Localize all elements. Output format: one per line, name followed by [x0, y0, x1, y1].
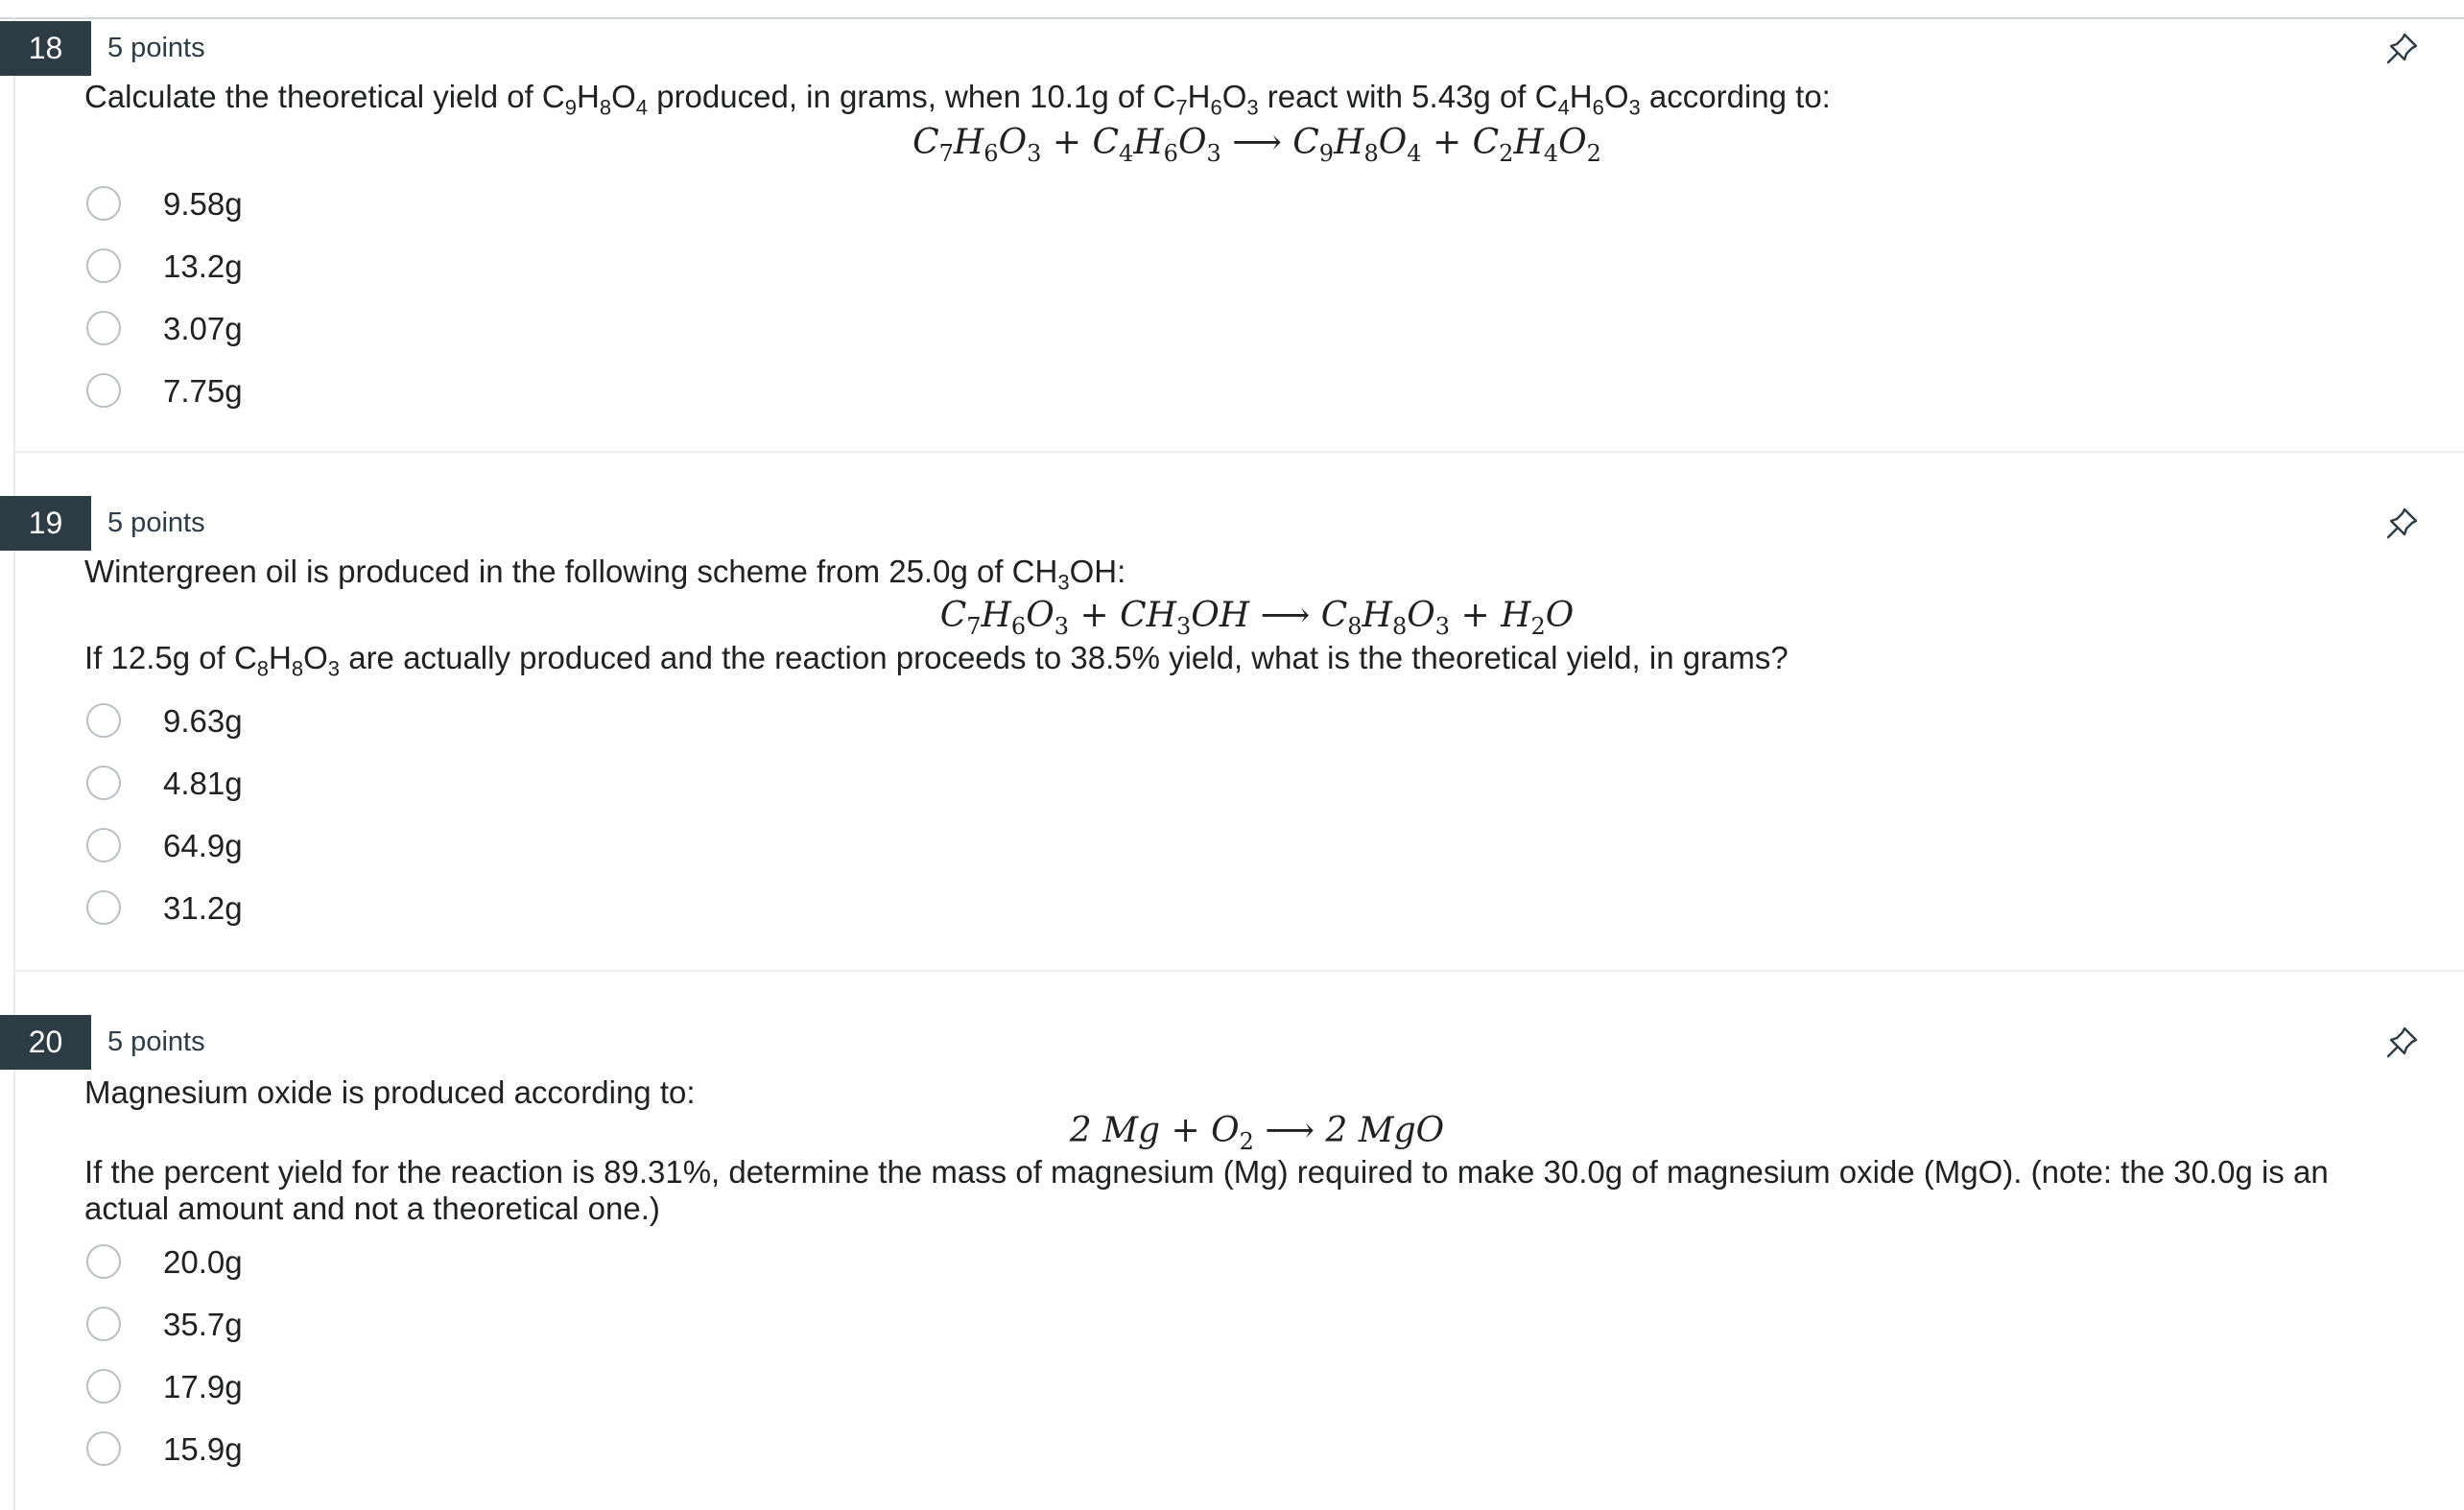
radio-button[interactable]: [86, 1369, 121, 1404]
answer-label: 31.2g: [163, 890, 243, 926]
question-prompt: Calculate the theoretical yield of $C_9H_8O_4$ produced, in grams, when 10.1g of $C_7H_6O_3$ react with 5.43g of $C_4H_6O_3$ according to:: [84, 79, 1831, 120]
question-19: [0, 496, 2464, 970]
radio-button[interactable]: [86, 1307, 121, 1341]
question-divider: [13, 970, 2464, 972]
radio-button[interactable]: [86, 703, 121, 738]
question-number: 20: [0, 1015, 91, 1070]
answer-label: 9.58g: [163, 186, 243, 222]
radio-button[interactable]: [86, 828, 121, 862]
radio-button[interactable]: [86, 373, 121, 408]
radio-button[interactable]: [86, 766, 121, 800]
question-divider: [13, 451, 2464, 453]
question-prompt: Wintergreen oil is produced in the following scheme from 25.0g of $CH_3OH$:: [84, 554, 1126, 595]
question-points: 5 points: [107, 33, 205, 63]
answer-label: 20.0g: [163, 1244, 243, 1280]
answer-label: 3.07g: [163, 311, 243, 346]
question-points: 5 points: [107, 507, 205, 538]
answer-label: 17.9g: [163, 1369, 243, 1404]
question-followup: If the percent yield for the reaction is 89.31%, determine the mass of magnesium (Mg) required to make 30.0g of magnesium oxide (MgO). (note: the 30.0g is an actual amount and not a theoretical one.): [84, 1154, 2329, 1226]
question-followup: If 12.5g of $C_8H_8O_3$ are actually produced and the reaction proceeds to 38.5% yield, what is the theoretical yield, in grams?: [84, 640, 1789, 681]
answer-label: 7.75g: [163, 373, 243, 409]
radio-button[interactable]: [86, 186, 121, 221]
question-points: 5 points: [107, 1026, 205, 1057]
radio-button[interactable]: [86, 1431, 121, 1466]
radio-button[interactable]: [86, 311, 121, 345]
answer-label: 13.2g: [163, 248, 243, 284]
pin-icon[interactable]: [2383, 29, 2422, 67]
reaction-equation: $C_7H_6O_3 + C_4H_6O_3$ ⟶ $C_9H_8O_4 + C_2H_4O_2$: [912, 123, 1601, 168]
question-number: 19: [0, 496, 91, 551]
question-18: [0, 21, 2464, 451]
radio-button[interactable]: [86, 248, 121, 283]
answer-label: 9.63g: [163, 703, 243, 739]
top-divider: [0, 0, 2464, 19]
question-20: [0, 1015, 2464, 1510]
answer-label: 15.9g: [163, 1431, 243, 1467]
answer-label: 64.9g: [163, 828, 243, 863]
pin-icon[interactable]: [2383, 504, 2422, 542]
answer-label: 35.7g: [163, 1307, 243, 1342]
answer-label: 4.81g: [163, 766, 243, 801]
reaction-equation: $C_7H_6O_3 + CH_3OH$ ⟶ $C_8H_8O_3 + H_2O$: [939, 596, 1575, 641]
radio-button[interactable]: [86, 1244, 121, 1279]
pin-icon[interactable]: [2383, 1023, 2422, 1061]
question-prompt: Magnesium oxide is produced according to:: [84, 1074, 696, 1110]
question-number: 18: [0, 21, 91, 76]
radio-button[interactable]: [86, 890, 121, 925]
reaction-equation: 2 $Mg + O_2$ ⟶ 2 MgO: [1069, 1111, 1445, 1156]
